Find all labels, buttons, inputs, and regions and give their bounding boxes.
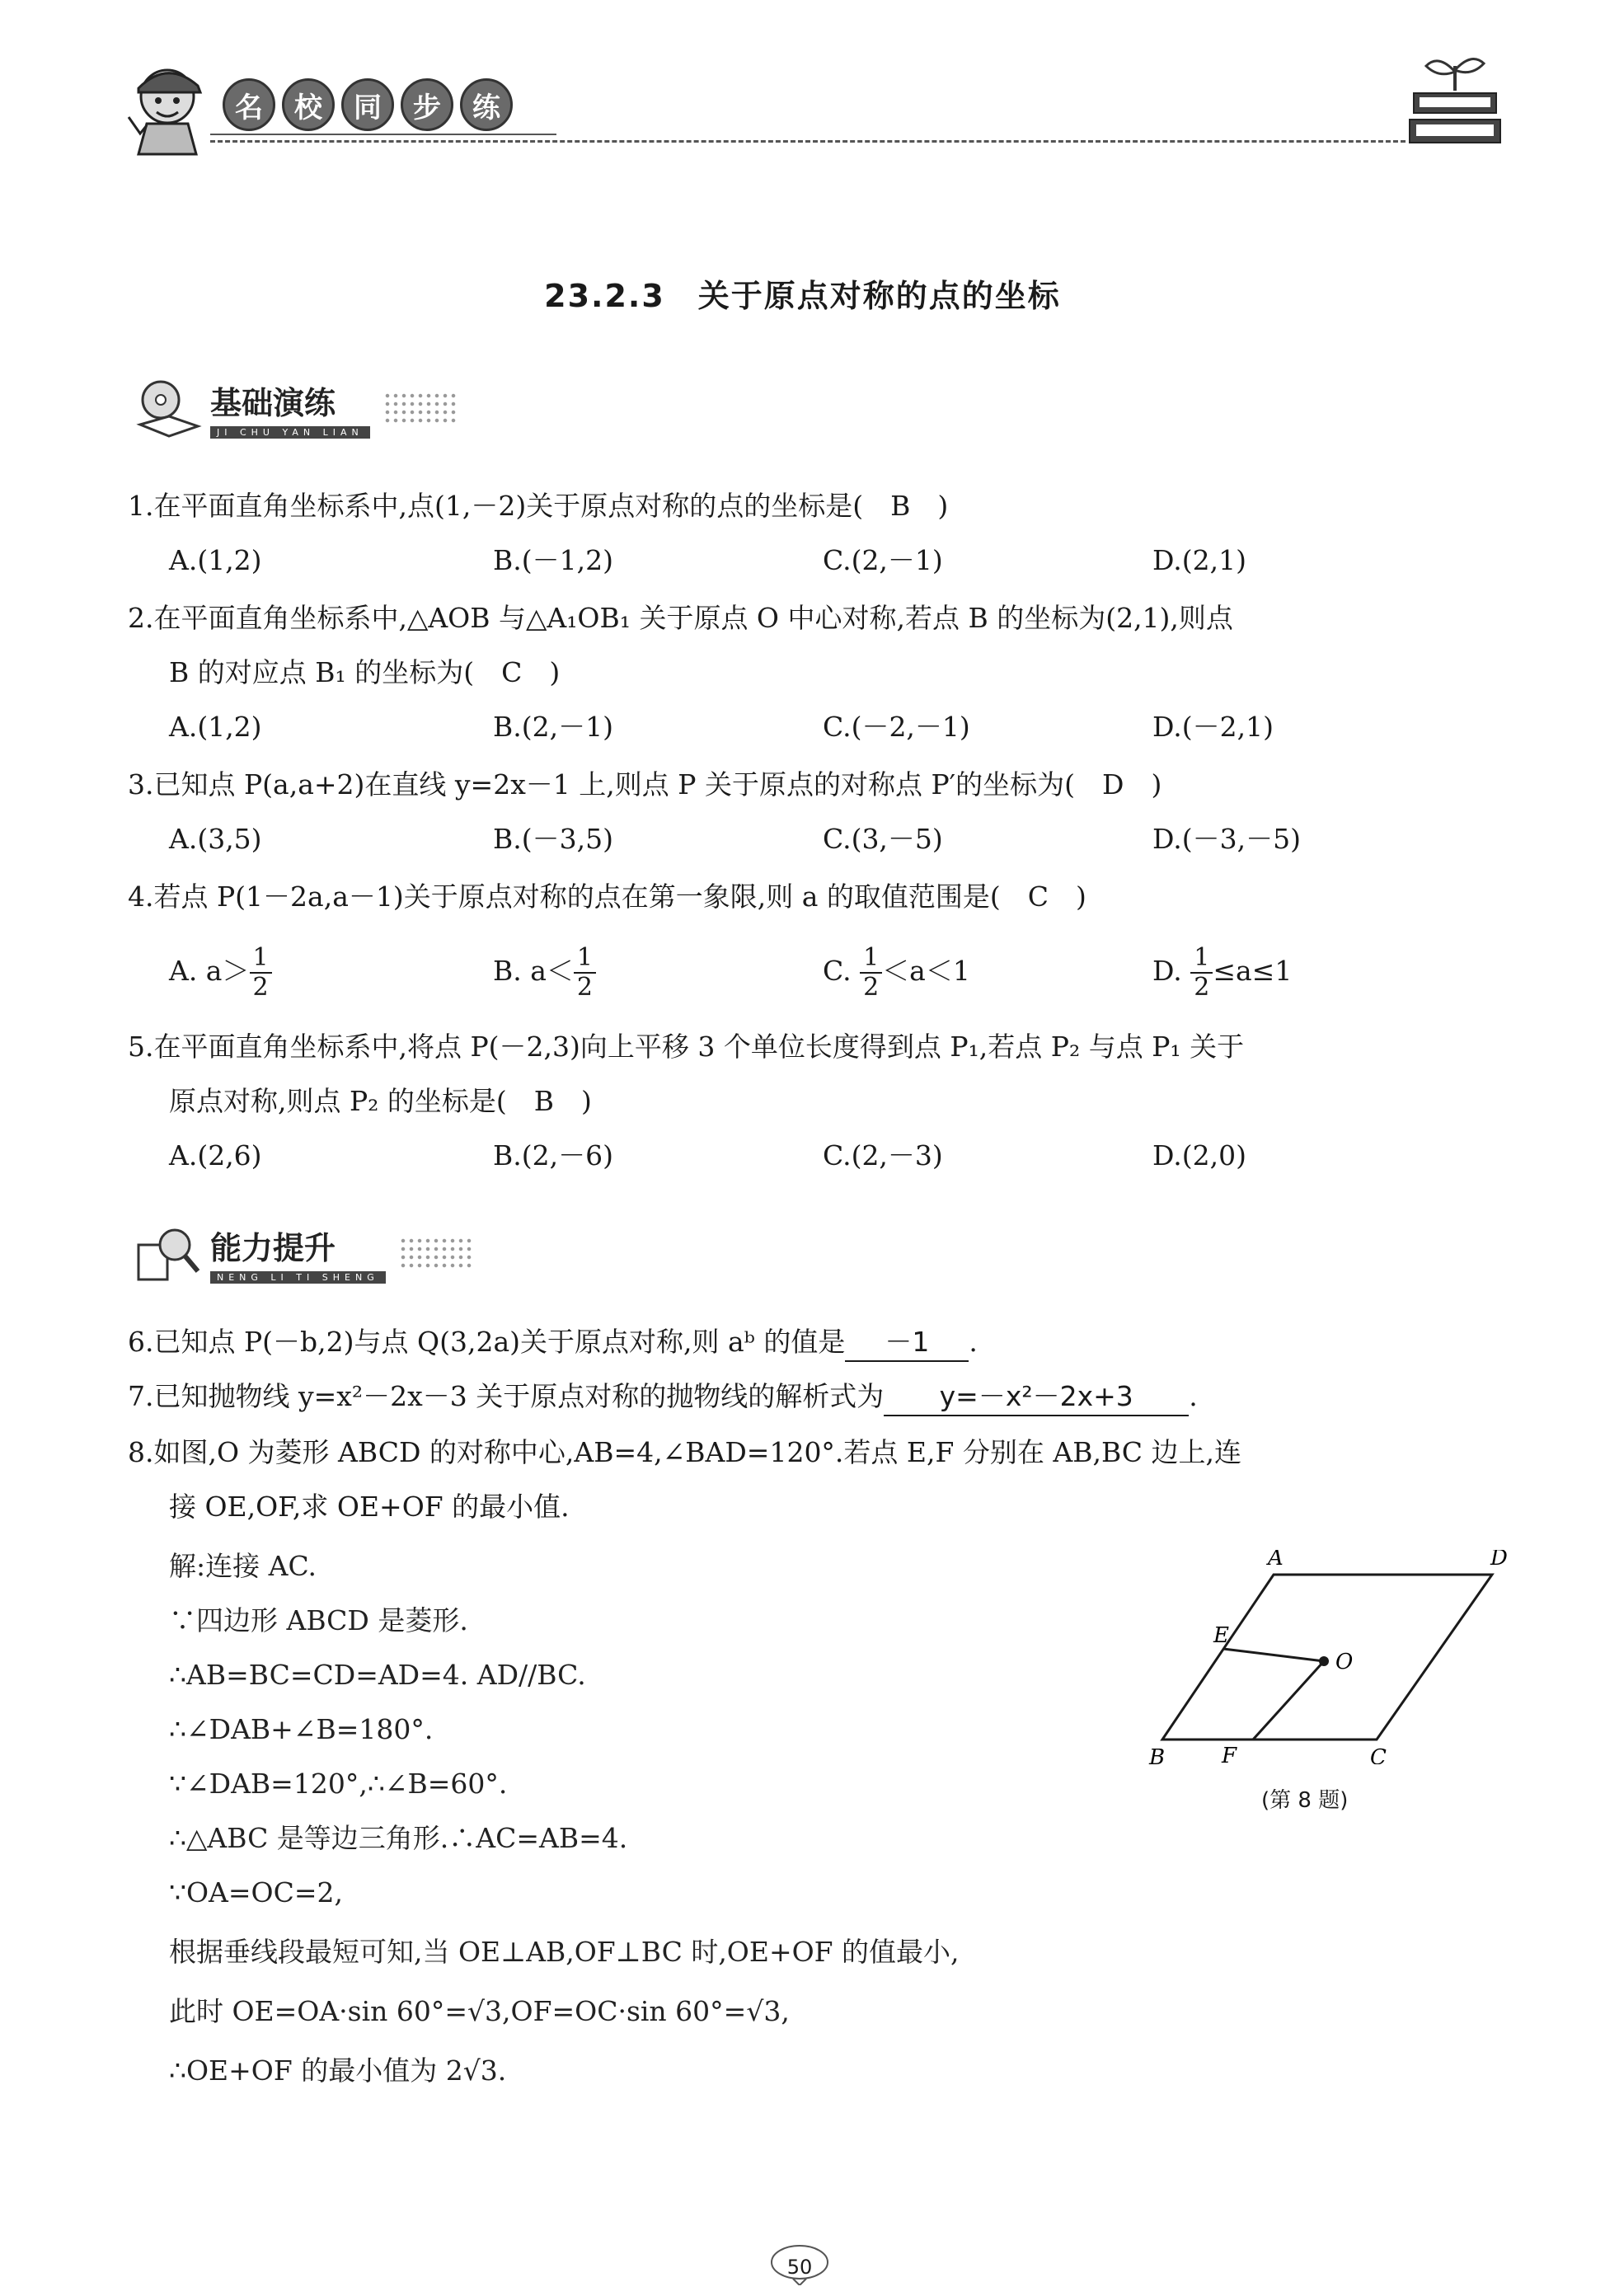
solution-line: 根据垂线段最短可知,当 OE⊥AB,OF⊥BC 时,OE+OF 的值最小, <box>169 1936 960 1968</box>
section-title: 23.2.3 关于原点对称的点的坐标 <box>544 278 1061 314</box>
badge-char: 名 <box>223 78 275 131</box>
decor-dots <box>383 392 458 425</box>
option: A.(2,6) <box>169 1139 262 1171</box>
solution-line: ∴OE+OF 的最小值为 2√3. <box>169 2054 507 2087</box>
series-badge <box>223 78 513 131</box>
header-divider-solid <box>210 134 556 135</box>
question-5-stem-cont: 原点对称,则点 P₂ 的坐标是( B ) <box>169 1085 592 1117</box>
question-8-stem: 8.如图,O 为菱形 ABCD 的对称中心,AB=4,∠BAD=120°.若点 E,F 分别在 AB,BC 边上,连 <box>128 1436 1242 1468</box>
cd-book-icon <box>132 375 202 441</box>
label-b: B <box>1149 1745 1166 1764</box>
option: A.(1,2) <box>169 711 262 743</box>
option: B.(－3,5) <box>493 823 613 855</box>
option: C.(2,－1) <box>823 544 943 576</box>
advanced-label-pinyin: NENG LI TI SHENG <box>210 1271 386 1284</box>
badge-char: 练 <box>460 78 513 131</box>
question-3-stem: 3.已知点 P(a,a+2)在直线 y=2x－1 上,则点 P 关于原点的对称点 P′的坐标为( D ) <box>128 768 1162 801</box>
solution-line: 解:连接 AC. <box>169 1550 317 1582</box>
solution-line: 此时 OE=OA·sin 60°=√3,OF=OC·sin 60°=√3, <box>169 1995 790 2027</box>
solution-line: ∵四边形 ABCD 是菱形. <box>169 1604 468 1636</box>
question-1-stem: 1.在平面直角坐标系中,点(1,－2)关于原点对称的点的坐标是( B ) <box>128 490 949 522</box>
ability-improve-label <box>132 1220 473 1286</box>
basic-label-pinyin: JI CHU YAN LIAN <box>210 426 370 439</box>
option: C.(2,－3) <box>823 1139 943 1171</box>
label-d: D <box>1490 1550 1508 1571</box>
badge-char: 校 <box>282 78 335 131</box>
option: D.(2,1) <box>1152 544 1247 576</box>
rhombus-abcd <box>1162 1575 1492 1740</box>
answer-blank: －1 <box>845 1324 969 1362</box>
point-o <box>1319 1656 1329 1666</box>
advanced-label-text: 能力提升 <box>210 1230 336 1266</box>
option: A. a＞ $\frac{1}{2}$ <box>169 944 272 1002</box>
badge-char: 步 <box>401 78 453 131</box>
question-2-stem-cont: B 的对应点 B₁ 的坐标为( C ) <box>169 656 561 688</box>
label-c: C <box>1370 1745 1387 1764</box>
answer-blank: y=－x²－2x+3 <box>884 1378 1189 1416</box>
option: B.(2,－6) <box>493 1139 613 1171</box>
sprout-book-icon <box>1401 45 1509 161</box>
label-a: A <box>1268 1550 1284 1571</box>
question-2-stem: 2.在平面直角坐标系中,△AOB 与△A₁OB₁ 关于原点 O 中心对称,若点 B 的坐标为(2,1),则点 <box>128 602 1233 634</box>
question-4-stem: 4.若点 P(1－2a,a－1)关于原点对称的点在第一象限,则 a 的取值范围是( C ) <box>128 880 1086 913</box>
basic-practice-label <box>132 375 458 441</box>
figure-caption: (第 8 题) <box>1261 1788 1349 1813</box>
question-5-stem: 5.在平面直角坐标系中,将点 P(－2,3)向上平移 3 个单位长度得到点 P₁,若点 P₂ 与点 P₁ 关于 <box>128 1031 1245 1063</box>
page-number: 50 <box>786 2256 813 2279</box>
option: A.(3,5) <box>169 823 262 855</box>
solution-line: ∵∠DAB=120°,∴∠B=60°. <box>169 1768 508 1800</box>
option: B.(2,－1) <box>493 711 613 743</box>
magnifier-icon <box>132 1220 202 1286</box>
option: A.(1,2) <box>169 544 262 576</box>
solution-line: ∴AB=BC=CD=AD=4. AD//BC. <box>169 1659 586 1691</box>
question-6: 6.已知点 P(－b,2)与点 Q(3,2a)关于原点对称,则 aᵇ 的值是 －1 . <box>128 1324 978 1362</box>
decor-dots <box>399 1237 473 1270</box>
label-f: F <box>1222 1744 1237 1764</box>
option: B. a＜ $\frac{1}{2}$ <box>493 944 596 1002</box>
option: D.(－2,1) <box>1152 711 1274 743</box>
rhombus-figure <box>1146 1550 1509 1764</box>
option: D.(－3,－5) <box>1152 823 1302 855</box>
option: C. $\frac{1}{2}$ ＜a＜1 <box>823 943 970 1002</box>
solution-line: ∴△ABC 是等边三角形.∴AC=AB=4. <box>169 1822 628 1854</box>
option: C.(－2,－1) <box>823 711 970 743</box>
option: D.(2,0) <box>1152 1139 1247 1171</box>
question-7: 7.已知抛物线 y=x²－2x－3 关于原点对称的抛物线的解析式为 y=－x²－2x+3 . <box>128 1378 1198 1416</box>
option: B.(－1,2) <box>493 544 613 576</box>
solution-line: ∴∠DAB+∠B=180°. <box>169 1713 434 1745</box>
segment-of <box>1253 1661 1324 1740</box>
header-divider <box>210 140 1406 143</box>
mascot-icon <box>122 59 213 158</box>
question-8-stem-cont: 接 OE,OF,求 OE+OF 的最小值. <box>169 1491 570 1523</box>
segment-oe <box>1223 1649 1324 1661</box>
basic-label-text: 基础演练 <box>210 385 336 421</box>
option: C.(3,－5) <box>823 823 943 855</box>
solution-line: ∵OA=OC=2, <box>169 1876 343 1909</box>
label-e: E <box>1213 1623 1229 1648</box>
label-o: O <box>1335 1650 1354 1674</box>
badge-char: 同 <box>341 78 394 131</box>
option: D. $\frac{1}{2}$ ≤a≤1 <box>1152 943 1293 1002</box>
